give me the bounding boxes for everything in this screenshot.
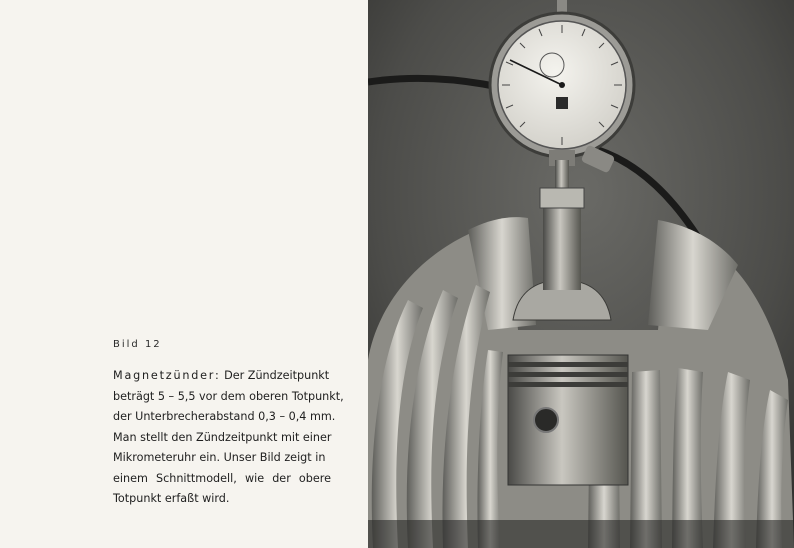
caption-line-4: Man stellt den Zündzeitpunkt mit einer bbox=[113, 430, 332, 444]
caption-line-1-rest: Der Zündzeitpunkt bbox=[220, 369, 330, 382]
caption-line-7: Totpunkt erfaßt wird. bbox=[113, 492, 230, 505]
caption-line-6: einem Schnittmodell, wie der obere bbox=[113, 471, 331, 485]
photo-dial-gauge bbox=[368, 0, 794, 548]
caption-lead: Magnetzünder: bbox=[113, 369, 221, 382]
left-page bbox=[0, 0, 368, 548]
figure-caption bbox=[113, 366, 344, 510]
caption-line-5: Mikrometeruhr ein. Unser Bild zeigt in bbox=[113, 451, 326, 464]
piston bbox=[508, 355, 628, 485]
photo-illustration bbox=[368, 0, 794, 548]
figure-label: Bild 12 bbox=[113, 339, 162, 350]
caption-line-3: der Unterbrecherabstand 0,3 – 0,4 mm. bbox=[113, 410, 336, 423]
caption-line-1 bbox=[113, 366, 331, 387]
caption-line-2: beträgt 5 – 5,5 vor dem oberen Totpunkt, bbox=[113, 389, 344, 403]
